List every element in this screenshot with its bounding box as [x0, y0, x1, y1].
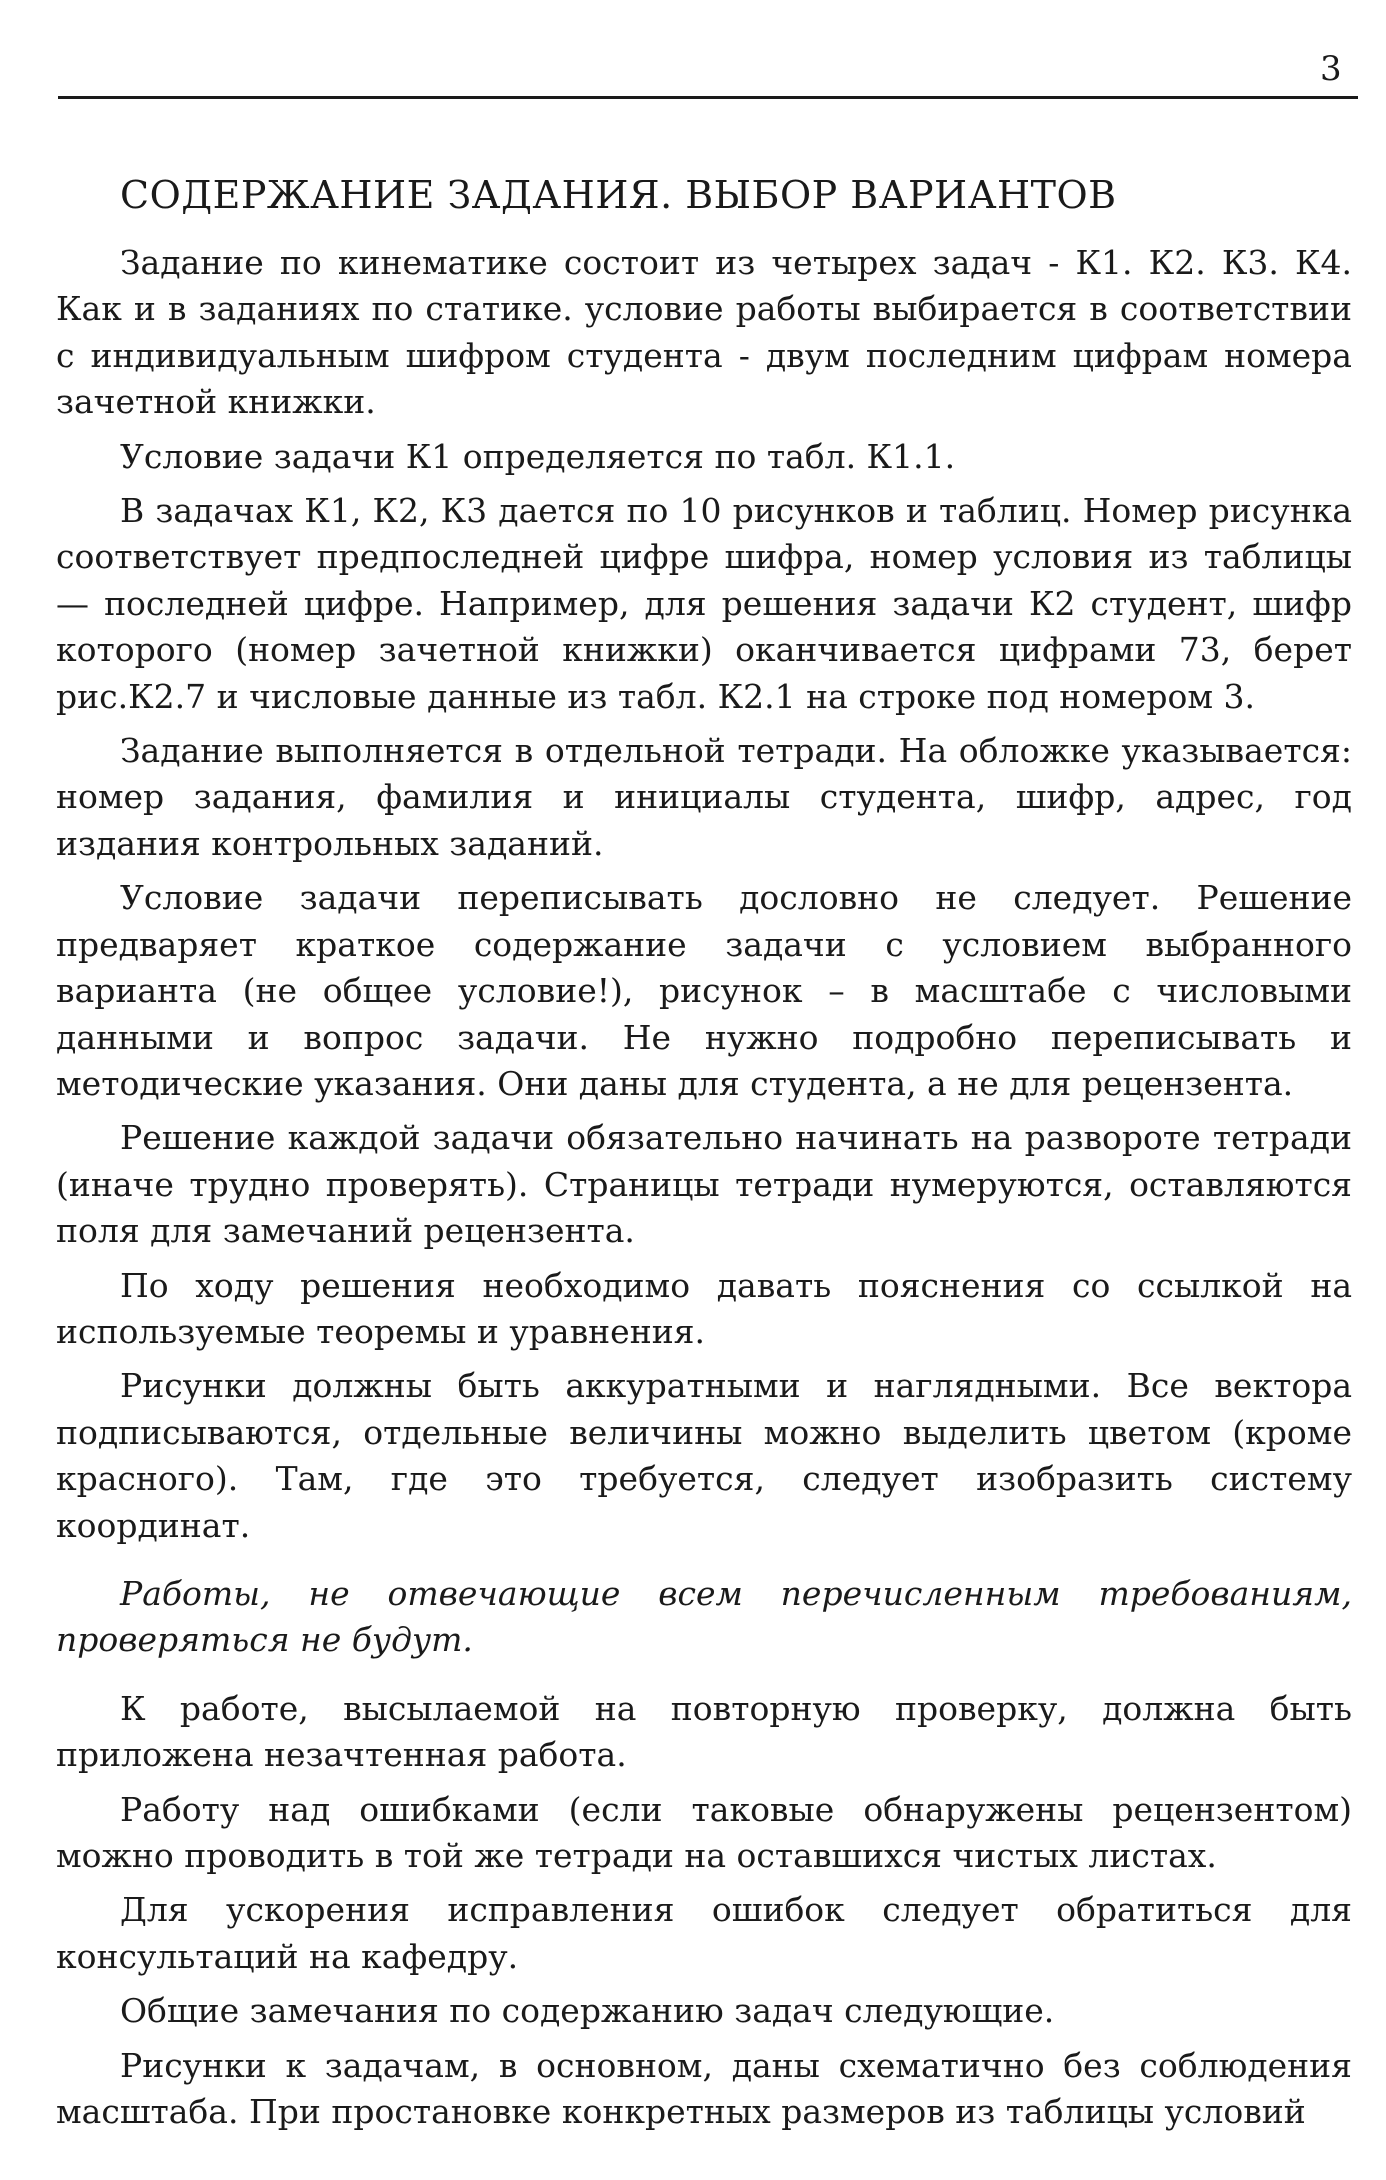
page-title: СОДЕРЖАНИЕ ЗАДАНИЯ. ВЫБОР ВАРИАНТОВ [120, 173, 1117, 217]
paragraph-k1-condition: Условие задачи К1 определяется по табл. К1.1. [120, 436, 956, 476]
paragraph-figures-tables: В задачах К1, К2, К3 дается по 10 рисунков и таблиц. Номер рисунка соответствует предпоследней цифре шифра, номер условия из таблицы — последней цифре. Например, для решения задачи К2 студент, шифр которого (номер зачетной книжки) оканчивается цифрами 73, берет рис.К2.7 и числовые данные из табл. К2.1 на строке под номером 3. [56, 491, 1352, 716]
paragraph-assignment: Задание по кинематике состоит из четырех задач - К1. К2. К3. К4. Как и в заданиях по статике. условие работы выбирается в соответствии с индивидуальным шифром студента - двум последним цифрам номера зачетной книжки. [56, 243, 1352, 422]
paragraph-requirements-warning: Работы, не отвечающие всем перечисленным требованиям, проверяться не будут. [56, 1573, 1352, 1660]
header-rule [58, 96, 1358, 99]
paragraph-resubmission: К работе, высылаемой на повторную проверку, должна быть приложена незачтенная работа. [56, 1688, 1352, 1775]
paragraph-general-remarks: Общие замечания по содержанию задач следующие. [120, 1991, 1055, 2031]
body-text [56, 240, 1352, 2135]
paragraph-explanations: По ходу решения необходимо давать пояснения со ссылкой на используемые теоремы и уравнения. [56, 1265, 1352, 1351]
page-number: 3 [1320, 49, 1342, 89]
paragraph-solution-start: Решение каждой задачи обязательно начинать на развороте тетради (иначе трудно проверять). Страницы тетради нумеруются, оставляются поля для замечаний рецензента. [56, 1118, 1352, 1251]
paragraph-figure-scale: Рисунки к задачам, в основном, даны схематично без соблюдения масштаба. При простановке конкретных размеров из таблицы условий [56, 2045, 1352, 2132]
paragraph-error-correction: Работу над ошибками (если таковые обнаружены рецензентом) можно проводить в той же тетради на оставшихся чистых листах. [56, 1789, 1352, 1875]
paragraph-condition-copy: Условие задачи переписывать дословно не следует. Решение предваряет краткое содержание задачи с условием выбранного варианта (не общее условие!), рисунок – в масштабе с числовыми данными и вопрос задачи. Не нужно подробно переписывать и методические указания. Они даны для студента, а не для рецензента. [56, 878, 1352, 1103]
paragraph-consultation: Для ускорения исправления ошибок следует обратиться для консультаций на кафедру. [56, 1890, 1352, 1976]
paragraph-notebook: Задание выполняется в отдельной тетради. На обложке указывается: номер задания, фамилия и инициалы студента, шифр, адрес, год издания контрольных заданий. [56, 731, 1352, 863]
paragraph-drawings: Рисунки должны быть аккуратными и наглядными. Все вектора подписываются, отдельные величины можно выделить цветом (кроме красного). Там, где это требуется, следует изобразить систему координат. [56, 1366, 1352, 1545]
